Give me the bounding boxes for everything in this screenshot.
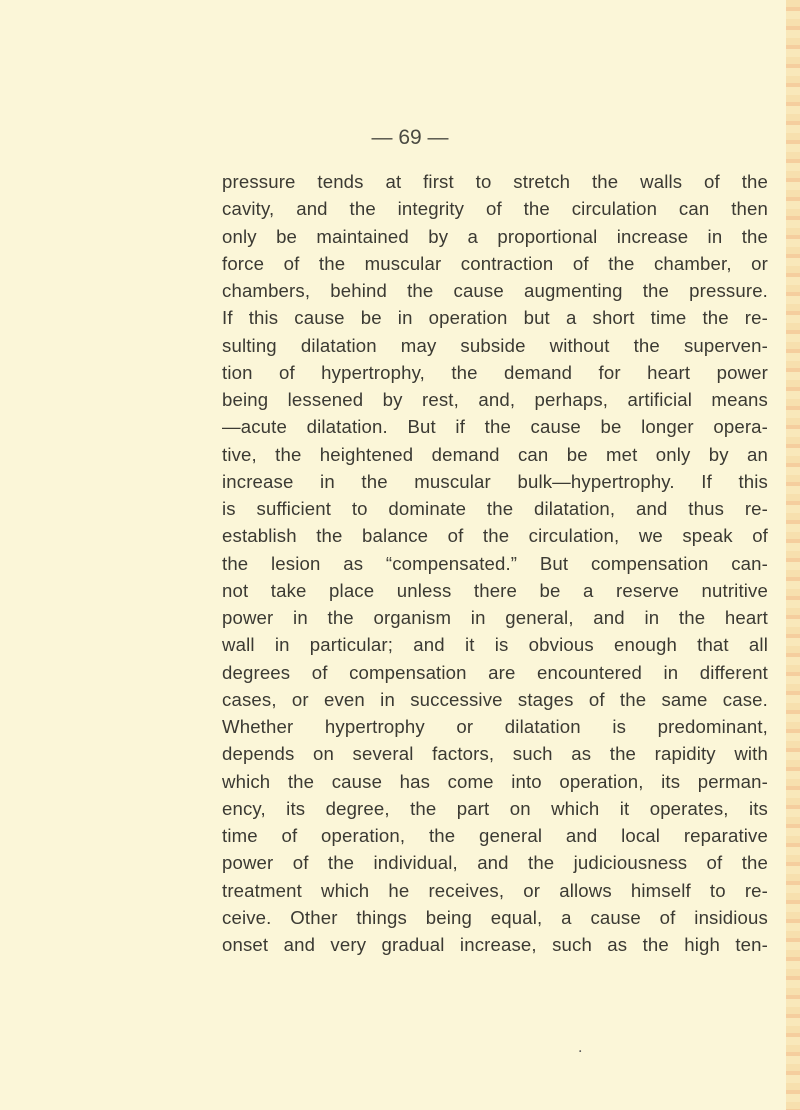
text-line: is sufficient to dominate the dilatation, and thus re- <box>222 498 768 519</box>
text-line: power of the individual, and the judiciousness of the <box>222 852 768 874</box>
text-line: tive, the heightened demand can be met only by an <box>222 443 768 465</box>
text-line: degrees of compensation are encountered in different <box>222 661 768 683</box>
page-number: — 69 — <box>371 126 449 149</box>
text-line: If this cause be in operation but a short time the re- <box>222 307 768 329</box>
stray-mark: · <box>578 1044 583 1060</box>
text-line: cavity, and the integrity of the circulation can then <box>222 198 768 220</box>
text-line: chambers, behind the cause augmenting the pressure. <box>222 280 768 301</box>
text-line: pressure tends at first to stretch the walls of the <box>222 171 768 192</box>
text-line: onset and very gradual increase, such as the high ten- <box>222 934 768 955</box>
text-line: tion of hypertrophy, the demand for heart power <box>222 361 768 383</box>
text-line: ency, its degree, the part on which it operates, its <box>222 797 768 819</box>
text-line: sulting dilatation may subside without the superven- <box>222 334 768 356</box>
text-line: depends on several factors, such as the rapidity with <box>222 743 768 765</box>
body-text <box>222 168 768 958</box>
text-line: cases, or even in successive stages of the same case. <box>222 688 768 710</box>
text-line: ceive. Other things being equal, a cause of insidious <box>222 906 768 928</box>
text-line: only be maintained by a proportional increase in the <box>222 225 768 247</box>
page-edge-stain <box>786 0 800 1110</box>
text-line: increase in the muscular bulk—hypertrophy. If this <box>222 470 768 492</box>
text-line: force of the muscular contraction of the chamber, or <box>222 252 768 274</box>
text-line: —acute dilatation. But if the cause be longer opera- <box>222 416 768 438</box>
text-line: establish the balance of the circulation, we speak of <box>222 525 768 547</box>
text-line: which the cause has come into operation, its perman- <box>222 770 768 792</box>
text-line: wall in particular; and it is obvious enough that all <box>222 634 768 656</box>
text-line: Whether hypertrophy or dilatation is predominant, <box>222 716 768 737</box>
text-line: not take place unless there be a reserve nutritive <box>222 579 768 601</box>
text-line: power in the organism in general, and in the heart <box>222 607 768 628</box>
text-line: treatment which he receives, or allows himself to re- <box>222 879 768 901</box>
text-line: being lessened by rest, and, perhaps, artificial means <box>222 389 768 410</box>
text-line: time of operation, the general and local reparative <box>222 825 768 846</box>
text-line: the lesion as “compensated.” But compensation can- <box>222 552 768 574</box>
